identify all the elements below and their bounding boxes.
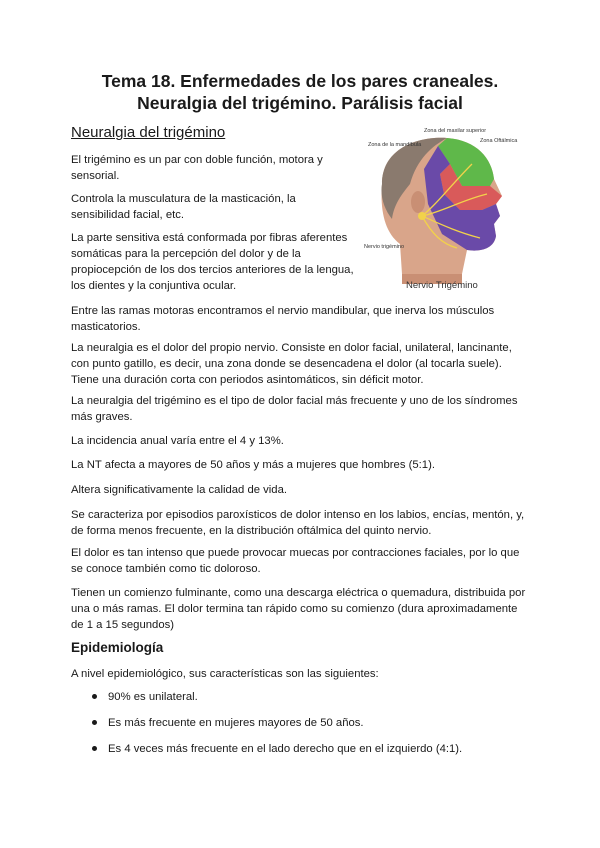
paragraph-6: La neuralgia del trigémino es el tipo de dolor facial más frecuente y uno de los síndromes más graves.	[71, 395, 518, 423]
list-item: Es 4 veces más frecuente en el lado derecho que en el izquierdo (4:1).	[92, 741, 462, 767]
epidemiology-heading: Epidemiología	[71, 640, 164, 655]
list-item: Es más frecuente en mujeres mayores de 50 años.	[92, 715, 462, 741]
paragraph-7: La incidencia anual varía entre el 4 y 13%.	[71, 435, 284, 447]
epidemiology-list	[92, 689, 462, 767]
label-mandibula: Zona de la mandíbula	[368, 142, 422, 148]
paragraph-11: El dolor es tan intenso que puede provocar muecas por contracciones faciales, por lo que se conoce también como tic doloroso.	[71, 547, 520, 575]
paragraph-12: Tienen un comienzo fulminante, como una descarga eléctrica o quemadura, distribuida por una o más ramas. El dolor termina tan rápido como su comienzo (dura aproximadamente de 1 a 15 segundos)	[71, 587, 526, 631]
label-maxilar-superior: Zona del maxilar superior	[424, 128, 487, 134]
head-illustration	[362, 124, 534, 292]
trigeminal-nerve-figure	[362, 124, 534, 292]
ganglion-marker	[418, 212, 426, 220]
paragraph-3: La parte sensitiva está conformada por fibras aferentes somáticas para la percepción del dolor y de la propiocepción de los dos tercios anteriores de la lengua, los dientes y la conjuntiva ocular.	[71, 232, 354, 292]
paragraph-8: La NT afecta a mayores de 50 años y más a mujeres que hombres (5:1).	[71, 459, 435, 471]
paragraph-1: El trigémino es un par con doble función, motora y sensorial.	[71, 154, 323, 182]
paragraph-9: Altera significativamente la calidad de vida.	[71, 484, 288, 496]
paragraph-4: Entre las ramas motoras encontramos el nervio mandibular, que inerva los músculos masticatorios.	[71, 305, 495, 333]
list-item: 90% es unilateral.	[92, 689, 462, 715]
epidemiology-intro: A nivel epidemiológico, sus características son las siguientes:	[71, 668, 379, 680]
section-heading: Neuralgia del trigémino	[71, 124, 226, 141]
paragraph-5: La neuralgia es el dolor del propio nervio. Consiste en dolor facial, unilateral, lancinante, con punto gatillo, es decir, una zona donde se desencadena el dolor (al tocarla suele). Tiene una duración corta con periodos asintomáticos, sin déficit motor.	[71, 342, 512, 386]
label-nervio: Nervio trigémino	[364, 244, 405, 250]
paragraph-2: Controla la musculatura de la masticación, la sensibilidad facial, etc.	[71, 193, 296, 221]
ear-shape	[411, 191, 425, 213]
page-title: Tema 18. Enfermedades de los pares craneales. Neuralgia del trigémino. Parálisis facial	[101, 71, 499, 113]
paragraph-10: Se caracteriza por episodios paroxísticos de dolor intenso en los labios, encías, mentón, y, de forma menos frecuente, en la distribución oftálmica del quinto nervio.	[71, 509, 525, 537]
label-oftalmica: Zona Oftálmica	[480, 138, 518, 144]
figure-caption: Nervio Trigémino	[406, 280, 478, 291]
